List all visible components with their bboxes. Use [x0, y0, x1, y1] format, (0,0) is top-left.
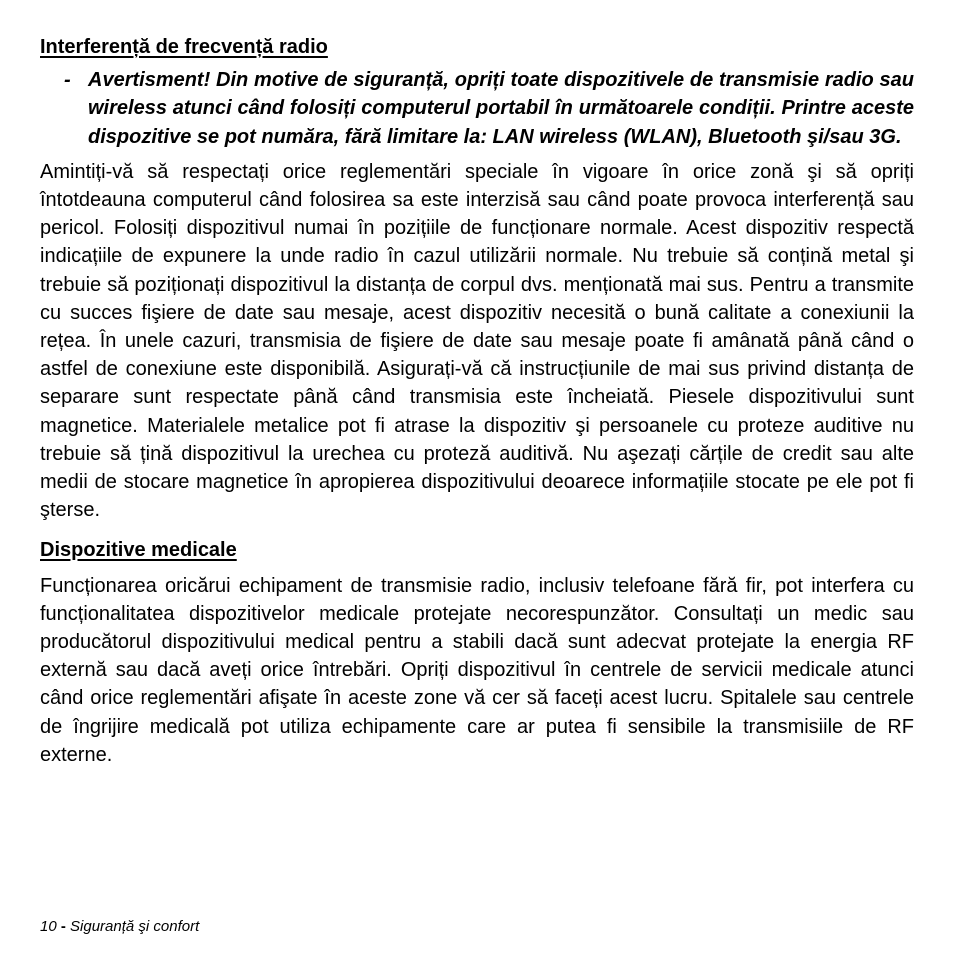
page-footer — [40, 917, 199, 937]
warning-item — [40, 66, 914, 151]
footer-title: Siguranță şi confort — [70, 918, 200, 935]
footer-separator: - — [60, 918, 66, 935]
page-content — [40, 33, 914, 769]
warning-text: Avertisment! Din motive de siguranță, opriți toate dispozitivele de transmisie radio sau wireless atunci când folosiți computerul portabil în următoarele condiții. Printre aceste dispozitive se pot număra, fără limitare la: LAN wireless (WLAN), Bluetooth şi/sau 3G. — [88, 69, 914, 148]
section-heading-radio-interference: Interferență de frecvență radio — [40, 36, 328, 58]
page-number: 10 — [40, 918, 57, 935]
medical-devices-paragraph: Funcționarea oricărui echipament de transmisie radio, inclusiv telefoane fără fir, pot interfera cu funcționalitatea dispozitivelor medicale protejate necorespunzător. Consultați un medic sau producătorul dispozitivului medical pentru a stabili dacă sunt adecvat protejate la energia RF externă sau dacă aveți orice întrebări. Opriți dispozitivul în centrele de servicii medicale atunci când orice reglementări afişate în aceste zone vă cer să faceți acest lucru. Spitalele sau centrele de îngrijire medicală pot utiliza echipamente care ar putea fi sensibile la transmisiile de RF externe. — [40, 574, 914, 766]
bullet-dash: - — [64, 69, 71, 92]
section-heading-medical-devices: Dispozitive medicale — [40, 539, 237, 562]
radio-interference-paragraph: Amintiți-vă să respectați orice reglementări speciale în vigoare în orice zonă şi să opriți întotdeauna computerul când folosirea sa este interzisă sau când poate provoca interferență sau pericol. Folosiți dispozitivul numai în pozițiile de funcționare normale. Acest dispozitiv respectă indicațiile de expunere la unde radio în cazul utilizării normale. Nu trebuie să conțină metal şi trebuie să poziționați dispozitivul la distanța de corpul dvs. menționată mai sus. Pentru a transmite cu succes fişiere de date sau mesaje, acest dispozitiv necesită o bună calitate a conexiunii la rețea. În unele cazuri, transmisia de fişiere de date sau mesaje poate fi amânată până când o astfel de conexiune este disponibilă. Asigurați-vă că instrucțiunile de mai sus privind distanța de separare sunt respectate până când transmisia este încheiată. Piesele dispozitivului sunt magnetice. Materialele metalice pot fi atrase la dispozitiv şi persoanele cu proteze auditive nu trebuie să țină dispozitivul la urechea cu proteză auditivă. Nu aşezați cărțile de credit sau alte medii de stocare magnetice în apropierea dispozitivului deoarece informațiile stocate pe ele pot fi şterse. — [40, 160, 914, 522]
